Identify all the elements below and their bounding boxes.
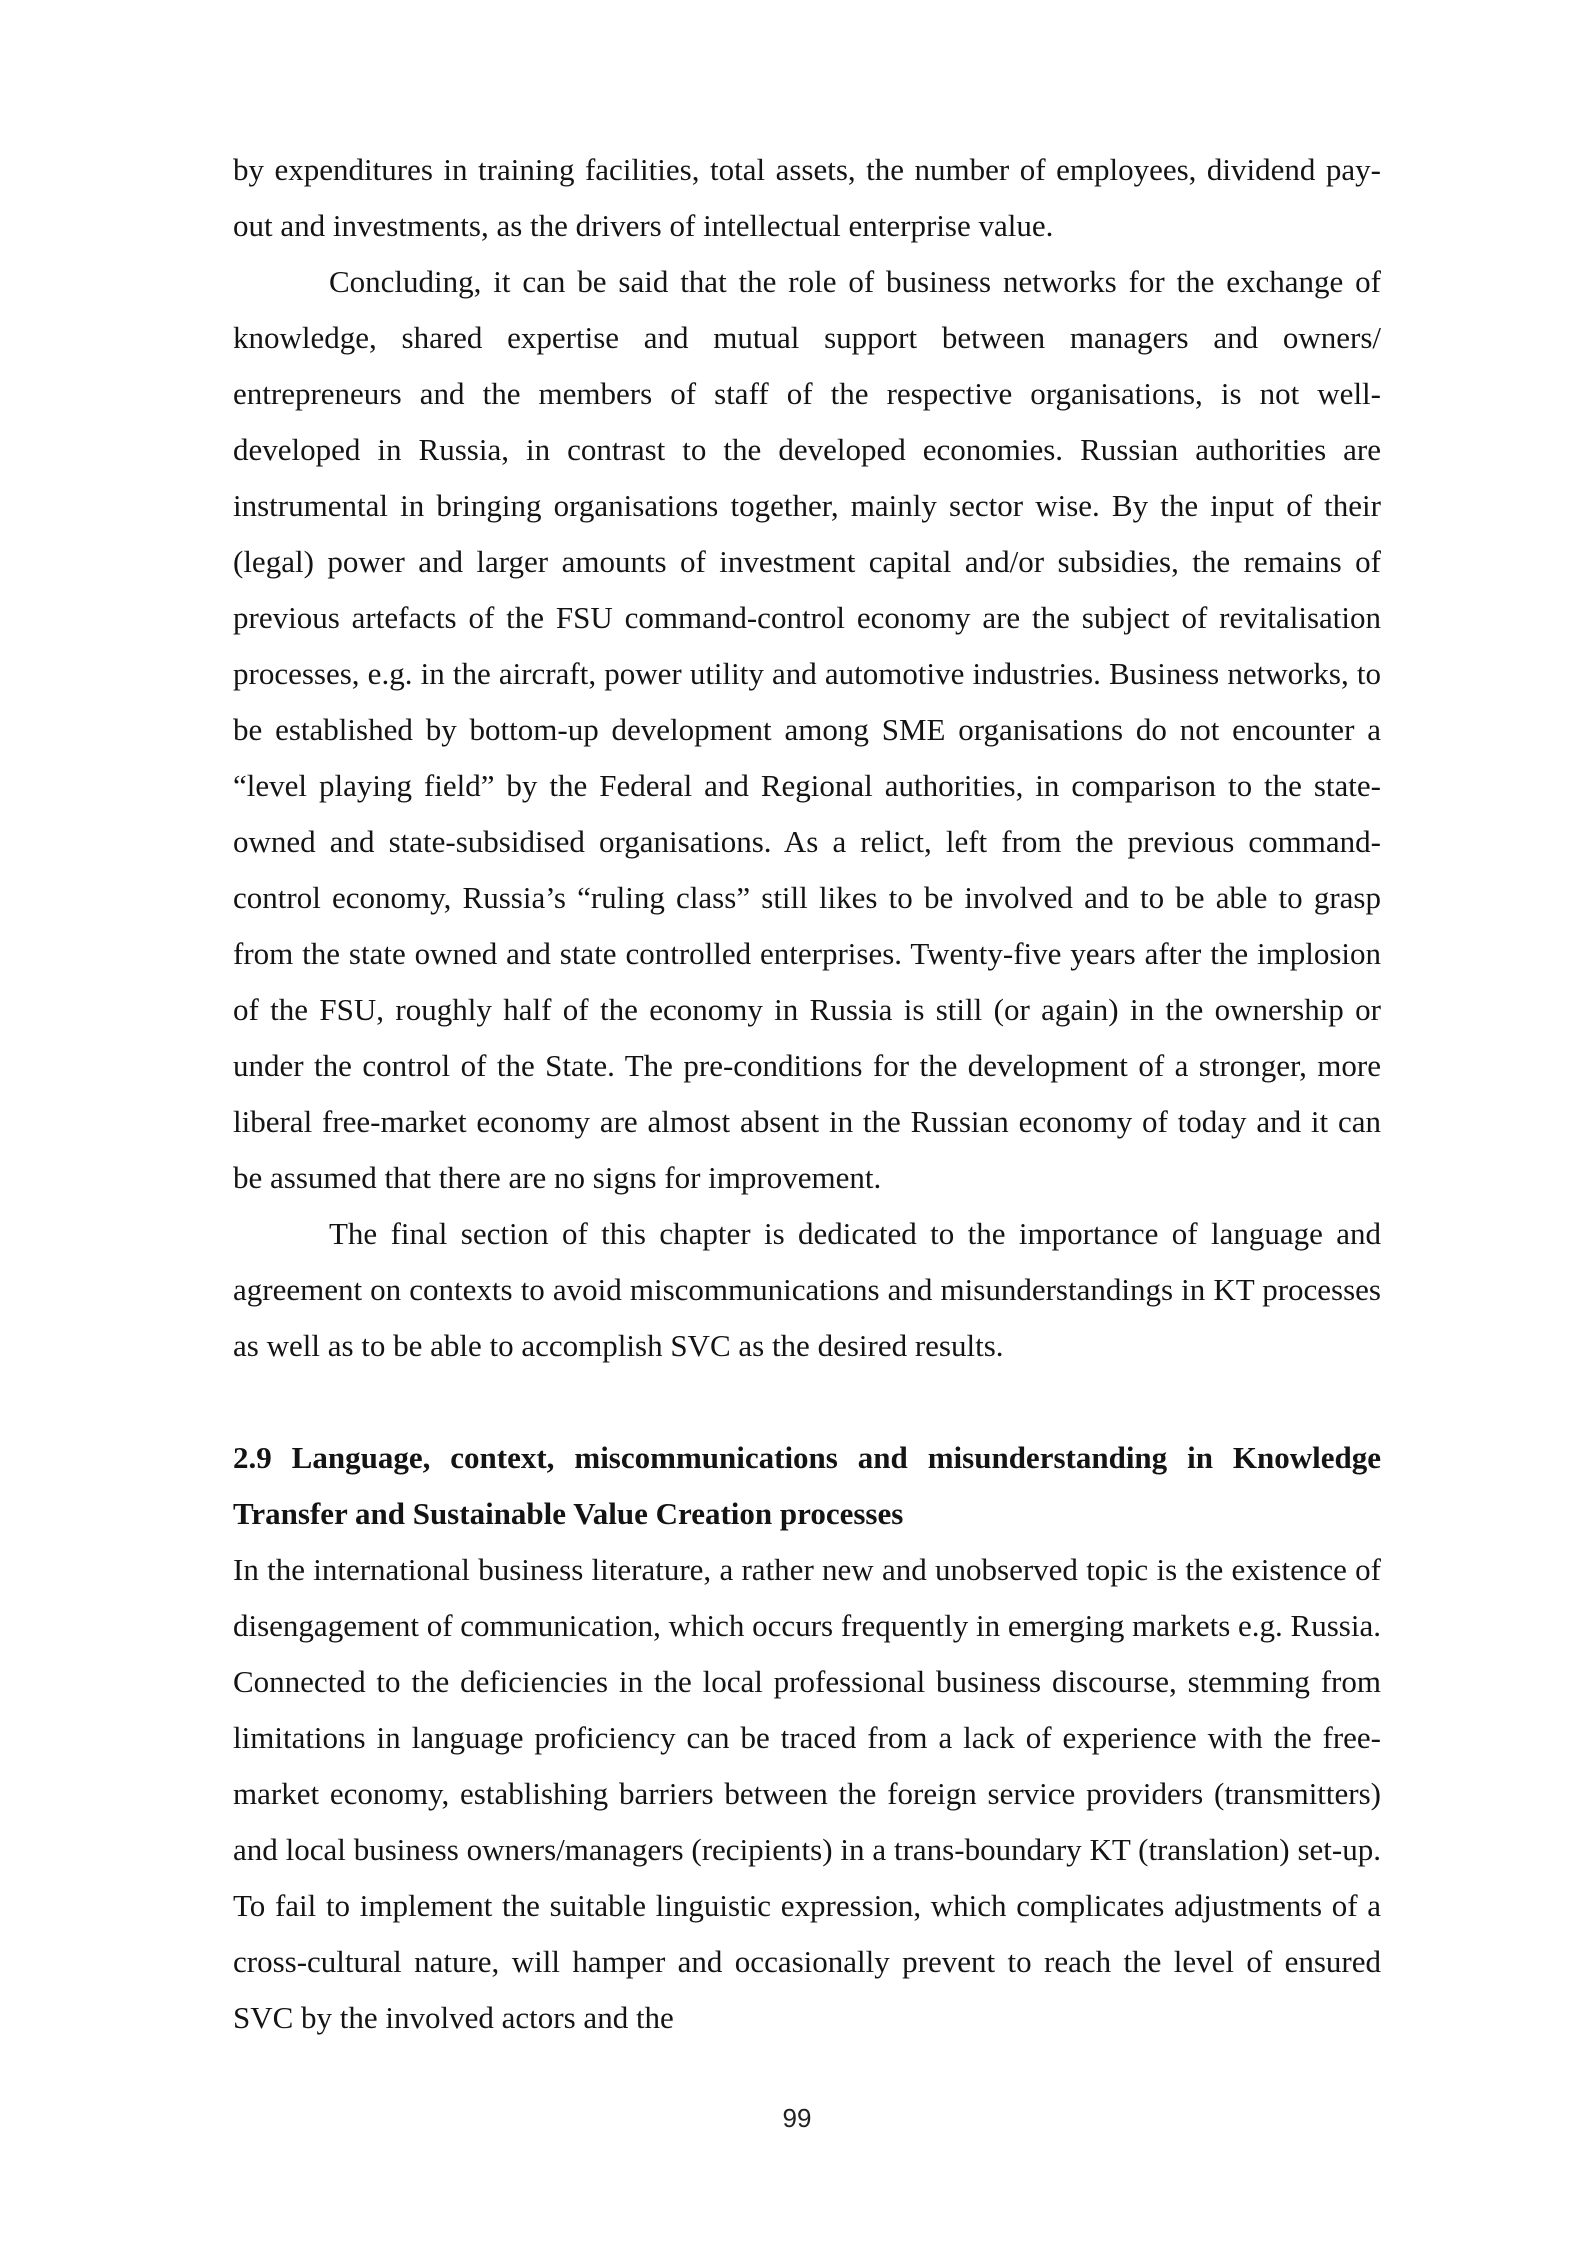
paragraph-section-body: In the international business literature, a rather new and unobserved topic is the existence of disengagement of communication, which occurs frequently in emerging markets e.g. Russia. Connected to the deficiencies in the local professional business discourse, stemming from limitations in language proficiency can be traced from a lack of experience with the free-market economy, establishing barriers between the foreign service providers (transmitters) and local business owners/managers (recipients) in a trans-boundary KT (translation) set-up. To fail to implement the suitable linguistic expression, which complicates adjustments of a cross-cultural nature, will hamper and occasionally prevent to reach the level of ensured SVC by the involved actors and the — [233, 1552, 1381, 2035]
page-number: 99 — [782, 2103, 812, 2133]
paragraph-business-networks: Concluding, it can be said that the role of business networks for the exchange of knowledge, shared expertise and mutual support between managers and owners/ entrepreneurs and the members of staff of the respective organisations, is not well-developed in Russia, in contrast to the developed economies. Russian authorities are instrumental in bringing organisations together, mainly sector wise. By the input of their (legal) power and larger amounts of investment capital and/or subsidies, the remains of previous artefacts of the FSU command-control economy are the subject of revitalisation processes, e.g. in the aircraft, power utility and automotive industries. Business networks, to be established by bottom-up development among SME organisations do not encounter a “level playing field” by the Federal and Regional authorities, in comparison to the state-owned and state-subsidised organisations. As a relict, left from the previous command-control economy, Russia’s “ruling class” still likes to be involved and to be able to grasp from the state owned and state controlled enterprises. Twenty-five years after the implosion of the FSU, roughly half of the economy in Russia is still (or again) in the ownership or under the control of the State. The pre-conditions for the development of a stronger, more liberal free-market economy are almost absent in the Russian economy of today and it can be assumed that there are no signs for improvement. — [233, 264, 1381, 1195]
paragraph-continuation: by expenditures in training facilities, total assets, the number of employees, dividend pay-out and investments, as the drivers of intellectual enterprise value. — [233, 152, 1381, 243]
section-spacer — [233, 1374, 1381, 1430]
section-heading: 2.9 Language, context, miscommunications and misunderstanding in Knowledge Transfer and Sustainable Value Creation processes — [233, 1440, 1381, 1531]
page-body — [233, 142, 1381, 2046]
paragraph-final-section-intro: The final section of this chapter is dedicated to the importance of language and agreement on contexts to avoid miscommunications and misunderstandings in KT processes as well as to be able to accomplish SVC as the desired results. — [233, 1216, 1381, 1363]
